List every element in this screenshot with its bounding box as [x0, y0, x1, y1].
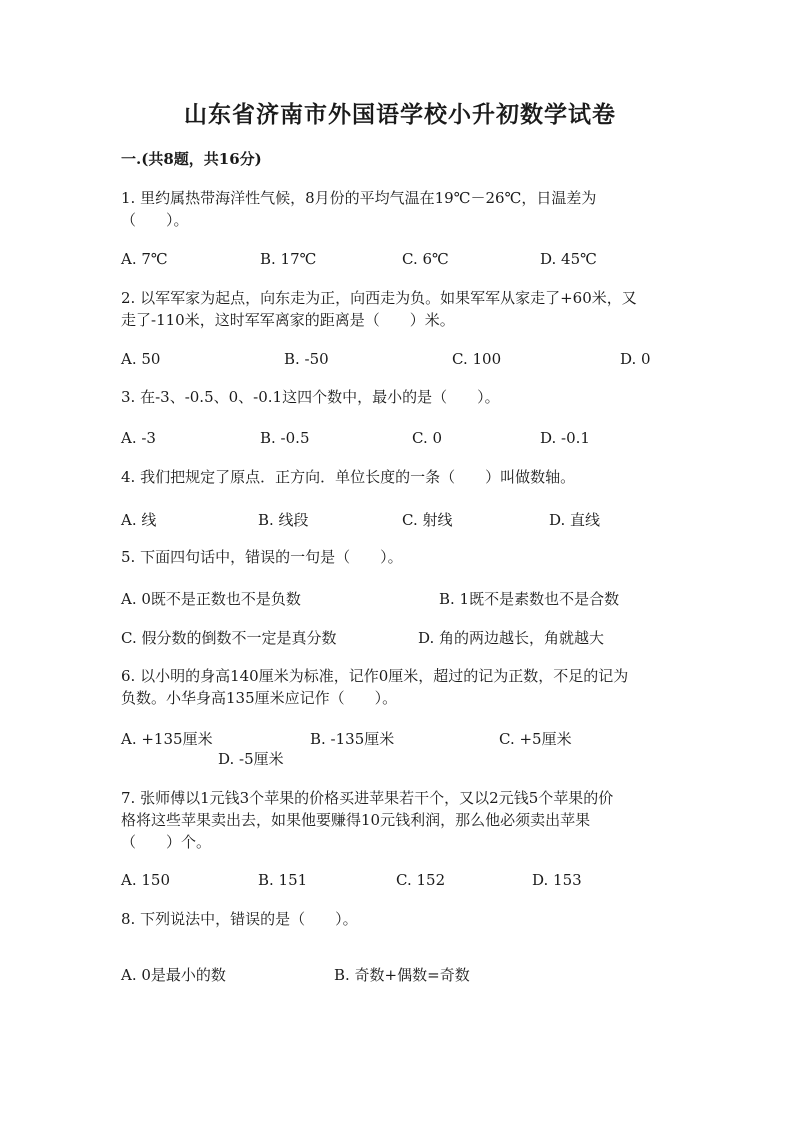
option-b[interactable]: B. 17℃ — [260, 250, 317, 268]
question-4 — [121, 466, 681, 488]
option-d[interactable]: D. 角的两边越长，角就越大 — [418, 629, 605, 647]
question-text-line: 负数。小华身高135厘米应记作（ ）。 — [121, 689, 398, 707]
option-a[interactable]: A. 0是最小的数 — [121, 966, 226, 984]
question-3 — [121, 386, 681, 408]
option-d[interactable]: D. -0.1 — [540, 429, 590, 447]
question-8 — [121, 908, 681, 930]
question-text-line: 5. 下面四句话中，错误的一句是（ ）。 — [121, 548, 403, 566]
option-c[interactable]: C. 假分数的倒数不一定是真分数 — [121, 629, 337, 647]
option-d[interactable]: D. 153 — [532, 871, 582, 889]
option-b[interactable]: B. -50 — [284, 350, 329, 368]
option-b[interactable]: B. 奇数+偶数=奇数 — [334, 966, 470, 984]
option-a[interactable]: A. 7℃ — [121, 250, 168, 268]
question-1 — [121, 187, 681, 231]
option-b[interactable]: B. 1既不是素数也不是合数 — [439, 590, 620, 608]
option-c[interactable]: C. 射线 — [402, 511, 453, 529]
question-7 — [121, 787, 681, 853]
question-text-line: 格将这些苹果卖出去，如果他要赚得10元钱利润，那么他必须卖出苹果 — [121, 811, 591, 829]
option-b[interactable]: B. 线段 — [258, 511, 309, 529]
section-heading: 一.(共8题，共16分) — [121, 150, 262, 168]
option-a[interactable]: A. -3 — [121, 429, 156, 447]
option-a[interactable]: A. +135厘米 — [121, 730, 213, 748]
option-d[interactable]: D. 直线 — [549, 511, 601, 529]
question-6 — [121, 665, 681, 709]
question-text-line: 3. 在-3、-0.5、0、-0.1这四个数中，最小的是（ ）。 — [121, 388, 500, 406]
option-c[interactable]: C. 0 — [412, 429, 443, 447]
option-b[interactable]: B. 151 — [258, 871, 308, 889]
page-title: 山东省济南市外国语学校小升初数学试卷 — [184, 101, 616, 128]
question-text-line: 8. 下列说法中，错误的是（ ）。 — [121, 910, 358, 928]
option-b[interactable]: B. -135厘米 — [310, 730, 395, 748]
option-d[interactable]: D. -5厘米 — [218, 750, 284, 768]
question-text-line: 1. 里约属热带海洋性气候，8月份的平均气温在19℃－26℃，日温差为 — [121, 189, 597, 207]
option-d[interactable]: D. 0 — [620, 350, 651, 368]
option-a[interactable]: A. 0既不是正数也不是负数 — [121, 590, 301, 608]
question-text-line: （ ）个。 — [121, 833, 212, 851]
question-text-line: 7. 张师傅以1元钱3个苹果的价格买进苹果若干个，又以2元钱5个苹果的价 — [121, 789, 614, 807]
option-a[interactable]: A. 50 — [121, 350, 161, 368]
option-c[interactable]: C. +5厘米 — [499, 730, 572, 748]
option-c[interactable]: C. 6℃ — [402, 250, 449, 268]
question-text-line: 走了-110米，这时军军离家的距离是（ ）米。 — [121, 311, 455, 329]
option-c[interactable]: C. 100 — [452, 350, 502, 368]
question-text-line: 2. 以军军家为起点，向东走为正，向西走为负。如果军军从家走了+60米，又 — [121, 289, 637, 307]
option-c[interactable]: C. 152 — [396, 871, 446, 889]
option-b[interactable]: B. -0.5 — [260, 429, 310, 447]
question-2 — [121, 287, 681, 331]
option-d[interactable]: D. 45℃ — [540, 250, 597, 268]
question-text-line: （ ）。 — [121, 211, 189, 229]
question-text-line: 6. 以小明的身高140厘米为标准，记作0厘米，超过的记为正数，不足的记为 — [121, 667, 629, 685]
question-text-line: 4. 我们把规定了原点．正方向．单位长度的一条（ ）叫做数轴。 — [121, 468, 576, 486]
question-5 — [121, 546, 681, 568]
option-a[interactable]: A. 线 — [121, 511, 157, 529]
option-a[interactable]: A. 150 — [121, 871, 170, 889]
